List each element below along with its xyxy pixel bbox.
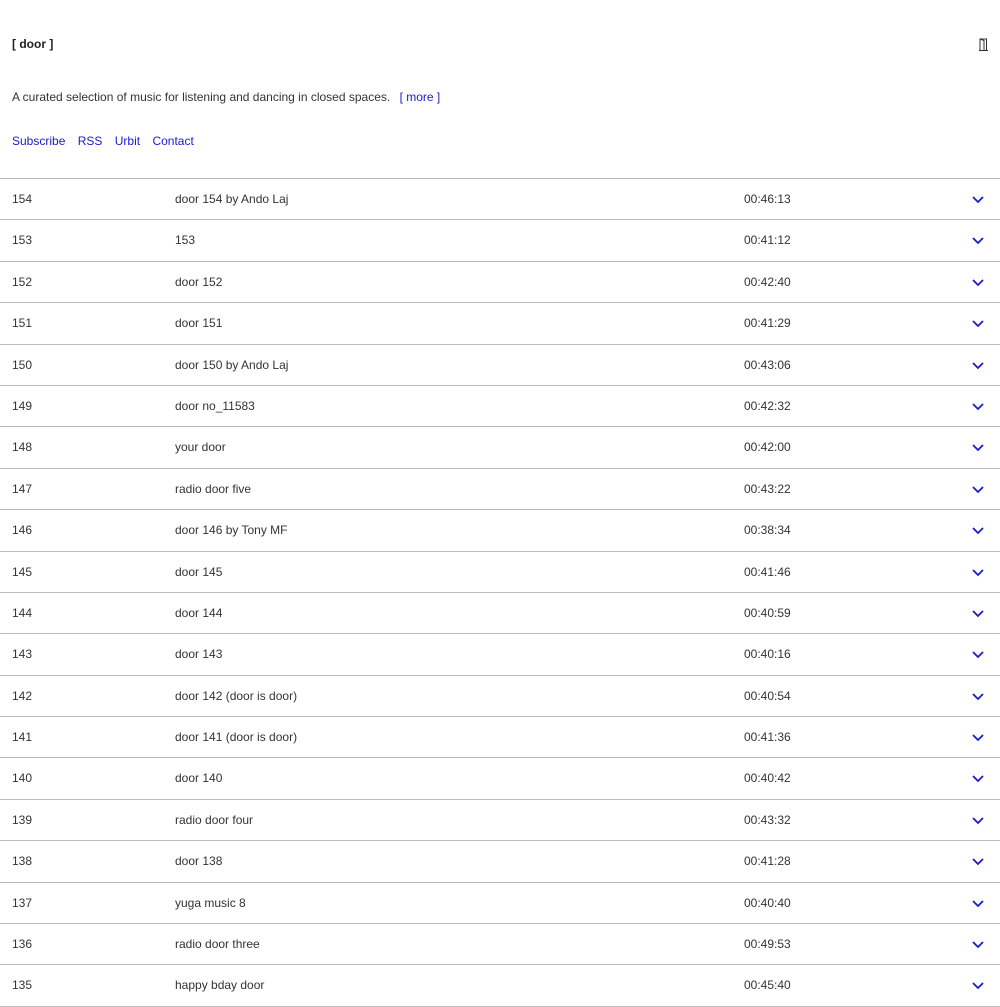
- episode-duration: 00:38:34: [744, 523, 791, 538]
- episode-title[interactable]: door 152: [175, 274, 223, 289]
- episode-row[interactable]: [0, 179, 1000, 220]
- episode-row[interactable]: [0, 924, 1000, 965]
- episode-title[interactable]: radio door four: [175, 812, 254, 827]
- episode-row[interactable]: [0, 220, 1000, 261]
- chevron-down-icon[interactable]: [971, 980, 985, 990]
- episode-title[interactable]: your door: [175, 440, 226, 455]
- episode-title[interactable]: door 141 (door is door): [175, 730, 298, 745]
- episode-duration: 00:43:22: [744, 481, 791, 496]
- episode-number: 140: [12, 771, 33, 786]
- episode-duration: 00:40:59: [744, 605, 791, 620]
- episode-title[interactable]: door no_11583: [175, 398, 255, 413]
- episode-row[interactable]: [0, 469, 1000, 510]
- episode-row[interactable]: [0, 758, 1000, 799]
- episode-number: 154: [12, 192, 33, 206]
- chevron-down-icon[interactable]: [971, 815, 985, 825]
- rss-link[interactable]: RSS: [77, 134, 103, 148]
- episode-number: 151: [12, 316, 33, 331]
- episode-duration: 00:40:16: [744, 647, 791, 662]
- episode-row[interactable]: [0, 386, 1000, 427]
- episode-row[interactable]: [0, 634, 1000, 675]
- chevron-down-icon[interactable]: [971, 898, 985, 908]
- episode-title[interactable]: door 154 by Ando Laj: [175, 192, 289, 206]
- episode-duration: 00:41:28: [744, 854, 791, 869]
- episode-number: 136: [12, 937, 33, 952]
- subscribe-link[interactable]: Subscribe: [12, 134, 66, 148]
- more-link[interactable]: [ more ]: [399, 90, 441, 104]
- episode-row[interactable]: [0, 427, 1000, 468]
- nav-links: [12, 134, 203, 148]
- door-icon[interactable]: [979, 38, 988, 51]
- episode-title[interactable]: radio door five: [175, 481, 252, 496]
- tagline-text: A curated selection of music for listening and dancing in closed spaces.: [12, 90, 391, 104]
- episode-number: 150: [12, 357, 33, 372]
- episode-duration: 00:41:36: [744, 730, 791, 745]
- episode-row[interactable]: [0, 552, 1000, 593]
- episode-duration: 00:40:40: [744, 895, 791, 910]
- chevron-down-icon[interactable]: [971, 773, 985, 783]
- episode-number: 142: [12, 688, 33, 703]
- episode-duration: 00:45:40: [744, 978, 791, 993]
- episode-duration: 00:43:06: [744, 357, 791, 372]
- episode-duration: 00:41:12: [744, 233, 791, 248]
- episode-title[interactable]: door 138: [175, 854, 223, 869]
- chevron-down-icon[interactable]: [971, 691, 985, 701]
- episode-number: 137: [12, 895, 33, 910]
- episode-number: 147: [12, 481, 33, 496]
- episode-row[interactable]: [0, 883, 1000, 924]
- chevron-down-icon[interactable]: [971, 235, 985, 245]
- episode-title[interactable]: door 143: [175, 647, 223, 662]
- episode-number: 141: [12, 730, 33, 745]
- episode-number: 139: [12, 812, 33, 827]
- chevron-down-icon[interactable]: [971, 484, 985, 494]
- episode-number: 153: [12, 233, 33, 248]
- episode-title[interactable]: door 142 (door is door): [175, 688, 298, 703]
- episode-row[interactable]: [0, 262, 1000, 303]
- episode-duration: 00:42:32: [744, 398, 791, 413]
- episode-list: [0, 178, 1000, 1007]
- episode-row[interactable]: [0, 800, 1000, 841]
- chevron-down-icon[interactable]: [971, 525, 985, 535]
- chevron-down-icon[interactable]: [971, 401, 985, 411]
- episode-row[interactable]: [0, 717, 1000, 758]
- episode-duration: 00:42:40: [744, 274, 791, 289]
- episode-title[interactable]: door 151: [175, 316, 223, 331]
- chevron-down-icon[interactable]: [971, 649, 985, 659]
- episode-title[interactable]: yuga music 8: [175, 895, 246, 910]
- chevron-down-icon[interactable]: [971, 318, 985, 328]
- episode-title[interactable]: 153: [175, 233, 196, 248]
- chevron-down-icon[interactable]: [971, 732, 985, 742]
- chevron-down-icon[interactable]: [971, 360, 985, 370]
- episode-row[interactable]: [0, 345, 1000, 386]
- site-header: [0, 0, 1000, 90]
- episode-duration: 00:46:13: [744, 192, 791, 206]
- episode-duration: 00:42:00: [744, 440, 791, 455]
- episode-number: 149: [12, 398, 33, 413]
- episode-title[interactable]: radio door three: [175, 937, 260, 952]
- episode-duration: 00:40:42: [744, 771, 791, 786]
- episode-duration: 00:41:29: [744, 316, 791, 331]
- episode-duration: 00:40:54: [744, 688, 791, 703]
- episode-title[interactable]: door 146 by Tony MF: [175, 523, 288, 538]
- site-description: [12, 90, 440, 104]
- episode-row[interactable]: [0, 510, 1000, 551]
- chevron-down-icon[interactable]: [971, 194, 985, 204]
- chevron-down-icon[interactable]: [971, 939, 985, 949]
- chevron-down-icon[interactable]: [971, 608, 985, 618]
- episode-number: 152: [12, 274, 33, 289]
- chevron-down-icon[interactable]: [971, 442, 985, 452]
- episode-number: 145: [12, 564, 33, 579]
- site-logo[interactable]: [ door ]: [12, 37, 54, 51]
- urbit-link[interactable]: Urbit: [114, 134, 141, 148]
- episode-number: 143: [12, 647, 33, 662]
- episode-duration: 00:49:53: [744, 937, 791, 952]
- chevron-down-icon[interactable]: [971, 567, 985, 577]
- episode-number: 144: [12, 605, 33, 620]
- episode-title[interactable]: door 144: [175, 605, 223, 620]
- episode-number: 138: [12, 854, 33, 869]
- episode-number: 135: [12, 978, 33, 993]
- episode-row[interactable]: [0, 303, 1000, 344]
- episode-title[interactable]: door 145: [175, 564, 223, 579]
- episode-row[interactable]: [0, 965, 1000, 1006]
- contact-link[interactable]: Contact: [152, 134, 194, 148]
- chevron-down-icon[interactable]: [971, 277, 985, 287]
- episode-title[interactable]: happy bday door: [175, 978, 265, 993]
- episode-row[interactable]: [0, 676, 1000, 717]
- episode-duration: 00:41:46: [744, 564, 791, 579]
- chevron-down-icon[interactable]: [971, 856, 985, 866]
- episode-title[interactable]: door 140: [175, 771, 223, 786]
- episode-number: 148: [12, 440, 33, 455]
- episode-row[interactable]: [0, 593, 1000, 634]
- episode-row[interactable]: [0, 841, 1000, 882]
- episode-duration: 00:43:32: [744, 812, 791, 827]
- episode-number: 146: [12, 523, 33, 538]
- episode-title[interactable]: door 150 by Ando Laj: [175, 357, 289, 372]
